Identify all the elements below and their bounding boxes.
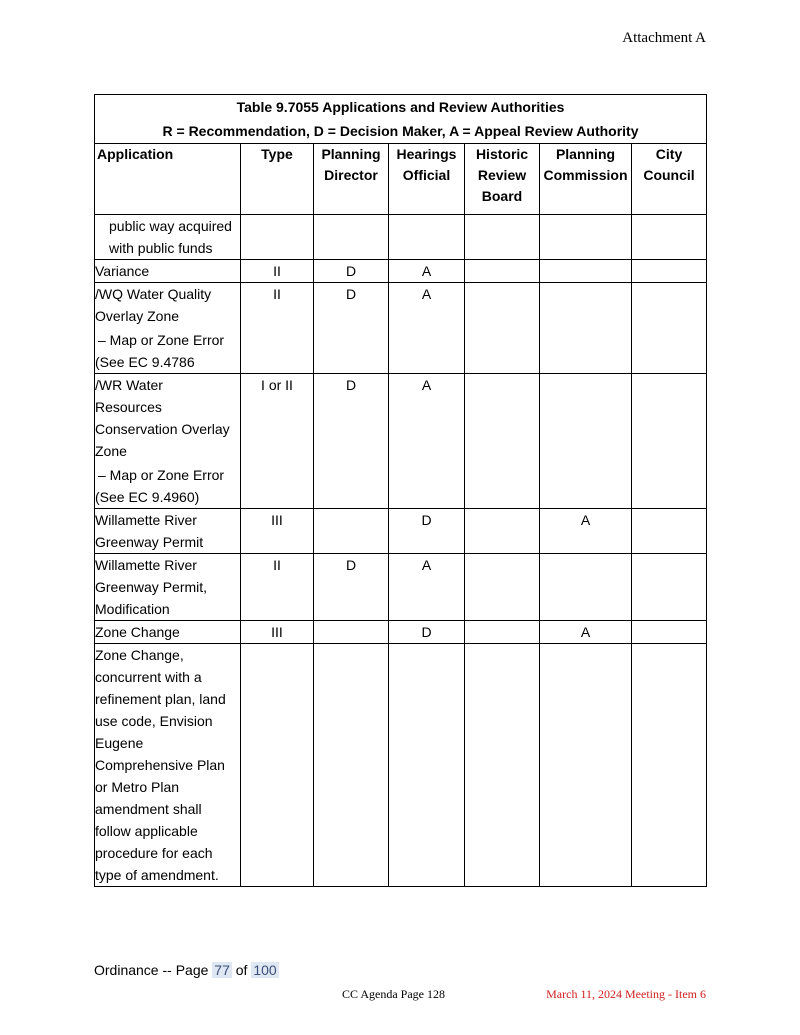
hearings-official-cell: A [389,374,465,509]
planning-director-cell: D [314,260,389,283]
hearings-official-cell [389,215,465,260]
applications-review-table [94,94,707,887]
col-header-historic-review-board: Historic Review Board [465,144,540,215]
application-cell [95,621,241,644]
planning-director-cell: D [314,374,389,509]
table-row [95,215,707,260]
application-text-line: Resources [95,399,162,415]
planning-commission-cell [540,374,632,509]
meeting-label: March 11, 2024 Meeting - Item 6 [546,987,706,1001]
city-council-cell [632,260,707,283]
city-council-cell [632,621,707,644]
current-page-number[interactable]: 77 [214,962,230,978]
hearings-official-cell: A [389,554,465,621]
application-text-line: – Map or Zone Error [98,467,225,483]
of-label: of [235,962,248,978]
col-header-planning-director: Planning Director [314,144,389,215]
historic-review-board-cell [465,554,540,621]
application-text-line: Greenway Permit, [95,579,208,595]
city-council-cell [632,374,707,509]
application-text-line: Conservation Overlay [95,421,230,437]
col-header-planning-commission: Planning Commission [540,144,632,215]
application-text-line: Zone Change, [95,647,184,663]
table-title: Table 9.7055 Applications and Review Authorities [236,99,565,115]
application-text-line: /WR Water [95,377,163,393]
application-text-line: Greenway Permit [95,534,204,550]
page-counter [94,962,279,978]
planning-director-cell [314,509,389,554]
historic-review-board-cell [465,621,540,644]
hearings-official-cell: D [389,509,465,554]
col-header-type: Type [241,144,314,215]
planning-director-cell [314,621,389,644]
application-text-line: Overlay Zone [95,308,180,324]
planning-director-cell [314,215,389,260]
application-text-line: refinement plan, land [95,691,226,707]
application-text-line: amendment shall [95,801,202,817]
type-cell: II [241,554,314,621]
col-header-application: Application [95,144,241,215]
type-cell: III [241,509,314,554]
application-cell [95,215,241,260]
table-row [95,621,707,644]
application-text-line: Willamette River [95,557,197,573]
historic-review-board-cell [465,644,540,887]
city-council-cell [632,554,707,621]
table-row [95,644,707,887]
application-text-line: Variance [95,263,150,279]
application-cell [95,509,241,554]
historic-review-board-cell [465,260,540,283]
application-text-line: /WQ Water Quality [95,286,212,302]
planning-commission-cell: A [540,509,632,554]
application-text-line: – Map or Zone Error [98,332,225,348]
application-cell [95,644,241,887]
table-row [95,509,707,554]
historic-review-board-cell [465,374,540,509]
city-council-cell [632,644,707,887]
application-text-line: Eugene [95,735,144,751]
table-legend: R = Recommendation, D = Decision Maker, A = Appeal Review Authority [162,123,639,139]
application-cell [95,260,241,283]
hearings-official-cell [389,644,465,887]
ordinance-label: Ordinance -- Page [94,962,209,978]
type-cell: II [241,260,314,283]
application-text-line: follow applicable [95,823,198,839]
application-text-line: (See EC 9.4960) [95,489,200,505]
application-cell [95,554,241,621]
planning-director-cell: D [314,554,389,621]
type-cell [241,215,314,260]
application-text-line: or Metro Plan [95,779,180,795]
col-header-city-council: City Council [632,144,707,215]
planning-commission-cell [540,554,632,621]
col-header-hearings-official: Hearings Official [389,144,465,215]
type-cell: III [241,621,314,644]
agenda-page-label: CC Agenda Page 128 [342,987,445,1001]
historic-review-board-cell [465,215,540,260]
table-row [95,283,707,374]
planning-commission-cell [540,260,632,283]
application-text-line: (See EC 9.4786 [95,354,195,370]
table-body [95,215,707,887]
table-row [95,260,707,283]
table-row [95,554,707,621]
historic-review-board-cell [465,283,540,374]
type-cell [241,644,314,887]
table-row [95,374,707,509]
type-cell: II [241,283,314,374]
city-council-cell [632,283,707,374]
column-header-row [95,144,707,215]
application-text-line: concurrent with a [95,669,202,685]
application-text-line: Comprehensive Plan [95,757,225,773]
application-text-line: Modification [95,601,170,617]
attachment-label: Attachment A [622,30,706,46]
hearings-official-cell: D [389,621,465,644]
historic-review-board-cell [465,509,540,554]
application-text-line: Willamette River [95,512,197,528]
planning-director-cell [314,644,389,887]
table-title-cell [95,95,707,144]
planning-commission-cell [540,215,632,260]
application-cell [95,283,241,374]
type-cell: I or II [241,374,314,509]
application-text-line: with public funds [109,240,213,256]
hearings-official-cell: A [389,260,465,283]
city-council-cell [632,215,707,260]
planning-commission-cell [540,283,632,374]
application-text-line: use code, Envision [95,713,213,729]
application-text-line: Zone Change [95,624,180,640]
planning-director-cell: D [314,283,389,374]
application-text-line: Zone [95,443,127,459]
planning-commission-cell: A [540,621,632,644]
city-council-cell [632,509,707,554]
application-text-line: public way acquired [109,218,232,234]
application-text-line: type of amendment. [95,867,219,883]
hearings-official-cell: A [389,283,465,374]
total-pages-number[interactable]: 100 [253,962,277,978]
planning-commission-cell [540,644,632,887]
application-cell [95,374,241,509]
application-text-line: procedure for each [95,845,213,861]
